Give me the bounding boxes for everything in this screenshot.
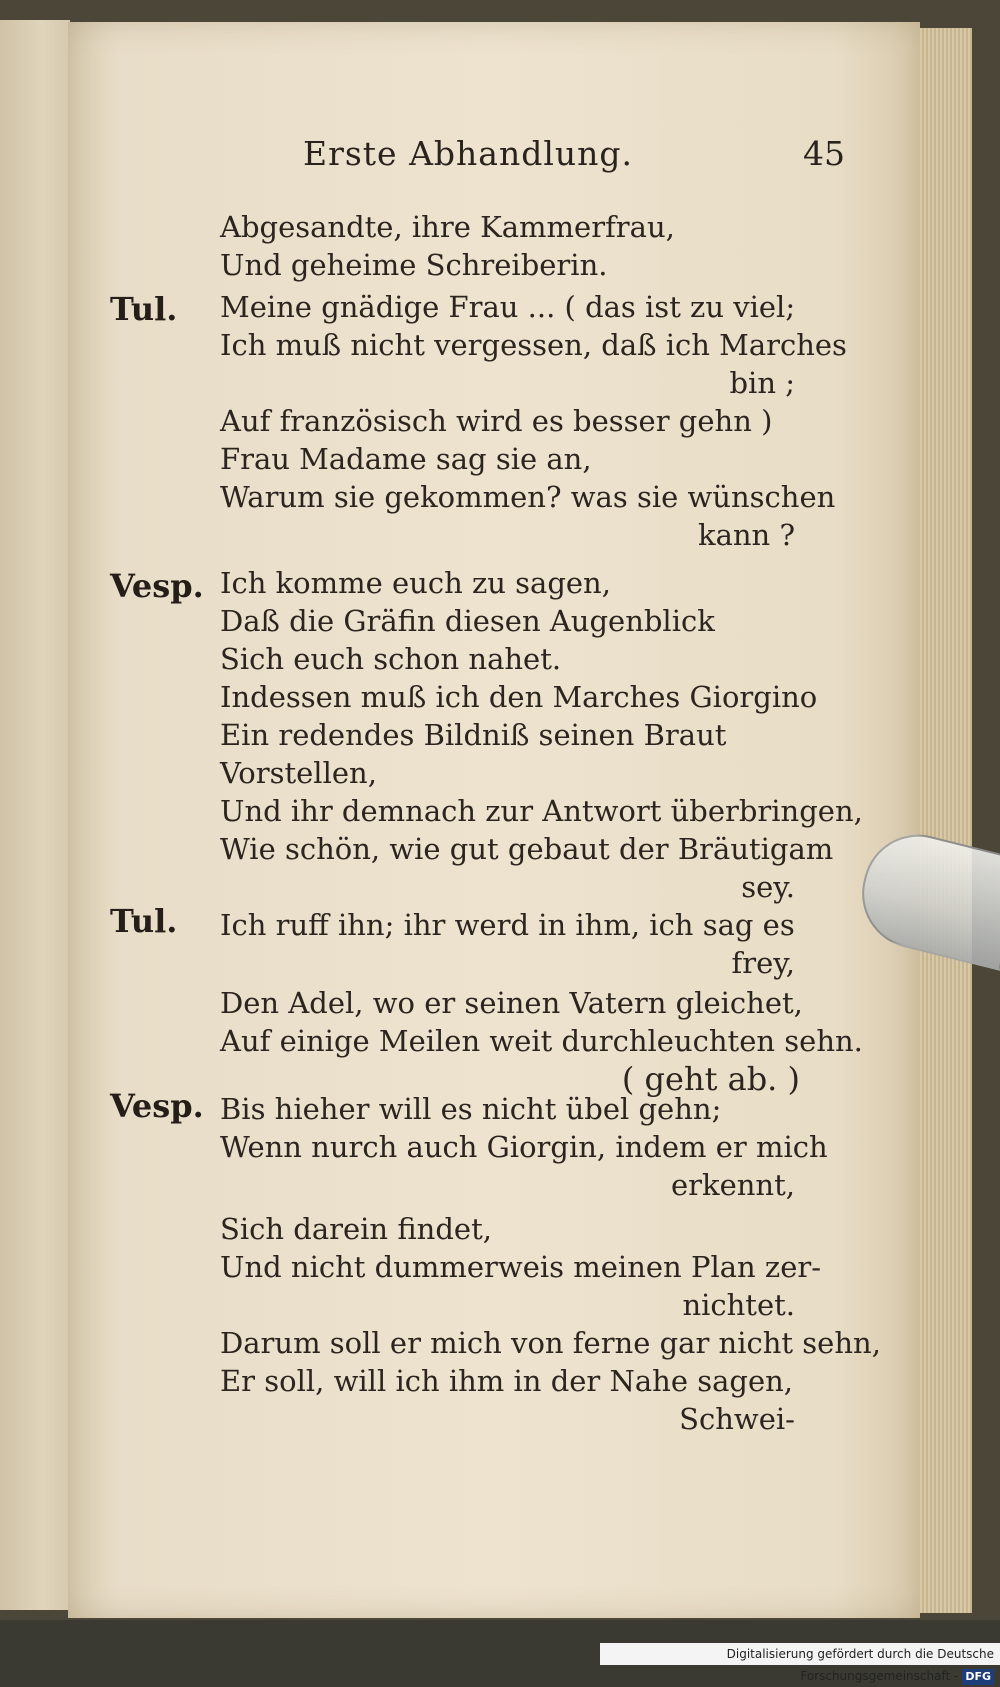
text-line: Vorstellen, — [220, 756, 377, 790]
speaker-label: Tul. — [110, 290, 178, 328]
text-line: Warum sie gekommen? was sie wünschen — [220, 480, 836, 514]
text-line: kann ? — [698, 518, 795, 552]
running-title: Erste Abhandlung. — [303, 134, 634, 173]
footer-text: Digitalisierung gefördert durch die Deutsche Forschungsgemeinschaft - — [726, 1647, 994, 1683]
text-line: Meine gnädige Frau ... ( das ist zu viel; — [220, 290, 796, 324]
text-line: bin ; — [729, 366, 795, 400]
text-line: Sich darein findet, — [220, 1212, 492, 1246]
text-line: Den Adel, wo er seinen Vatern gleichet, — [220, 986, 803, 1020]
text-line: Auf einige Meilen weit durchleuchten sehn. — [220, 1024, 863, 1058]
stage-direction: ( geht ab. ) — [621, 1060, 800, 1098]
text-line: Und geheime Schreiberin. — [220, 248, 608, 282]
text-line: Ein redendes Bildniß seinen Braut — [220, 718, 727, 752]
speaker-label: Vesp. — [110, 567, 204, 605]
text-line: Indessen muß ich den Marches Giorgino — [220, 680, 818, 714]
text-line: sey. — [741, 870, 795, 904]
text-line: frey, — [731, 946, 795, 980]
page-header — [68, 134, 920, 184]
text-line: Und nicht dummerweis meinen Plan zer- — [220, 1250, 822, 1284]
text-line: Ich ruff ihn; ihr werd in ihm, ich sag es — [220, 908, 795, 942]
text-line: Ich komme euch zu sagen, — [220, 566, 611, 600]
text-line: erkennt, — [671, 1168, 795, 1202]
text-line: Er soll, will ich ihm in der Nahe sagen, — [220, 1364, 794, 1398]
text-line: Bis hieher will es nicht übel gehn; — [220, 1092, 722, 1126]
text-line: Wie schön, wie gut gebaut der Bräutigam — [220, 832, 834, 866]
left-page-edge — [0, 20, 70, 1610]
page-stack-edge — [920, 28, 972, 1613]
text-line: Sich euch schon nahet. — [220, 642, 562, 676]
text-line: Schwei- — [679, 1402, 795, 1436]
text-line: Darum soll er mich von ferne gar nicht sehn, — [220, 1326, 881, 1360]
text-line: Frau Madame sag sie an, — [220, 442, 592, 476]
speaker-label: Vesp. — [110, 1087, 204, 1125]
text-line: Wenn nurch auch Giorgin, indem er mich — [220, 1130, 828, 1164]
text-line: Und ihr demnach zur Antwort überbringen, — [220, 794, 863, 828]
text-line: Ich muß nicht vergessen, daß ich Marches — [220, 328, 847, 362]
text-line: Auf französisch wird es besser gehn ) — [220, 404, 773, 438]
book-page — [68, 22, 920, 1618]
speaker-label: Tul. — [110, 902, 178, 940]
text-line: Daß die Gräfin diesen Augenblick — [220, 604, 715, 638]
page-number: 45 — [803, 134, 845, 173]
text-line: Abgesandte, ihre Kammerfrau, — [220, 210, 675, 244]
text-line: nichtet. — [682, 1288, 795, 1322]
digitization-footer — [600, 1643, 1000, 1683]
dfg-logo-badge: DFG — [962, 1669, 994, 1685]
